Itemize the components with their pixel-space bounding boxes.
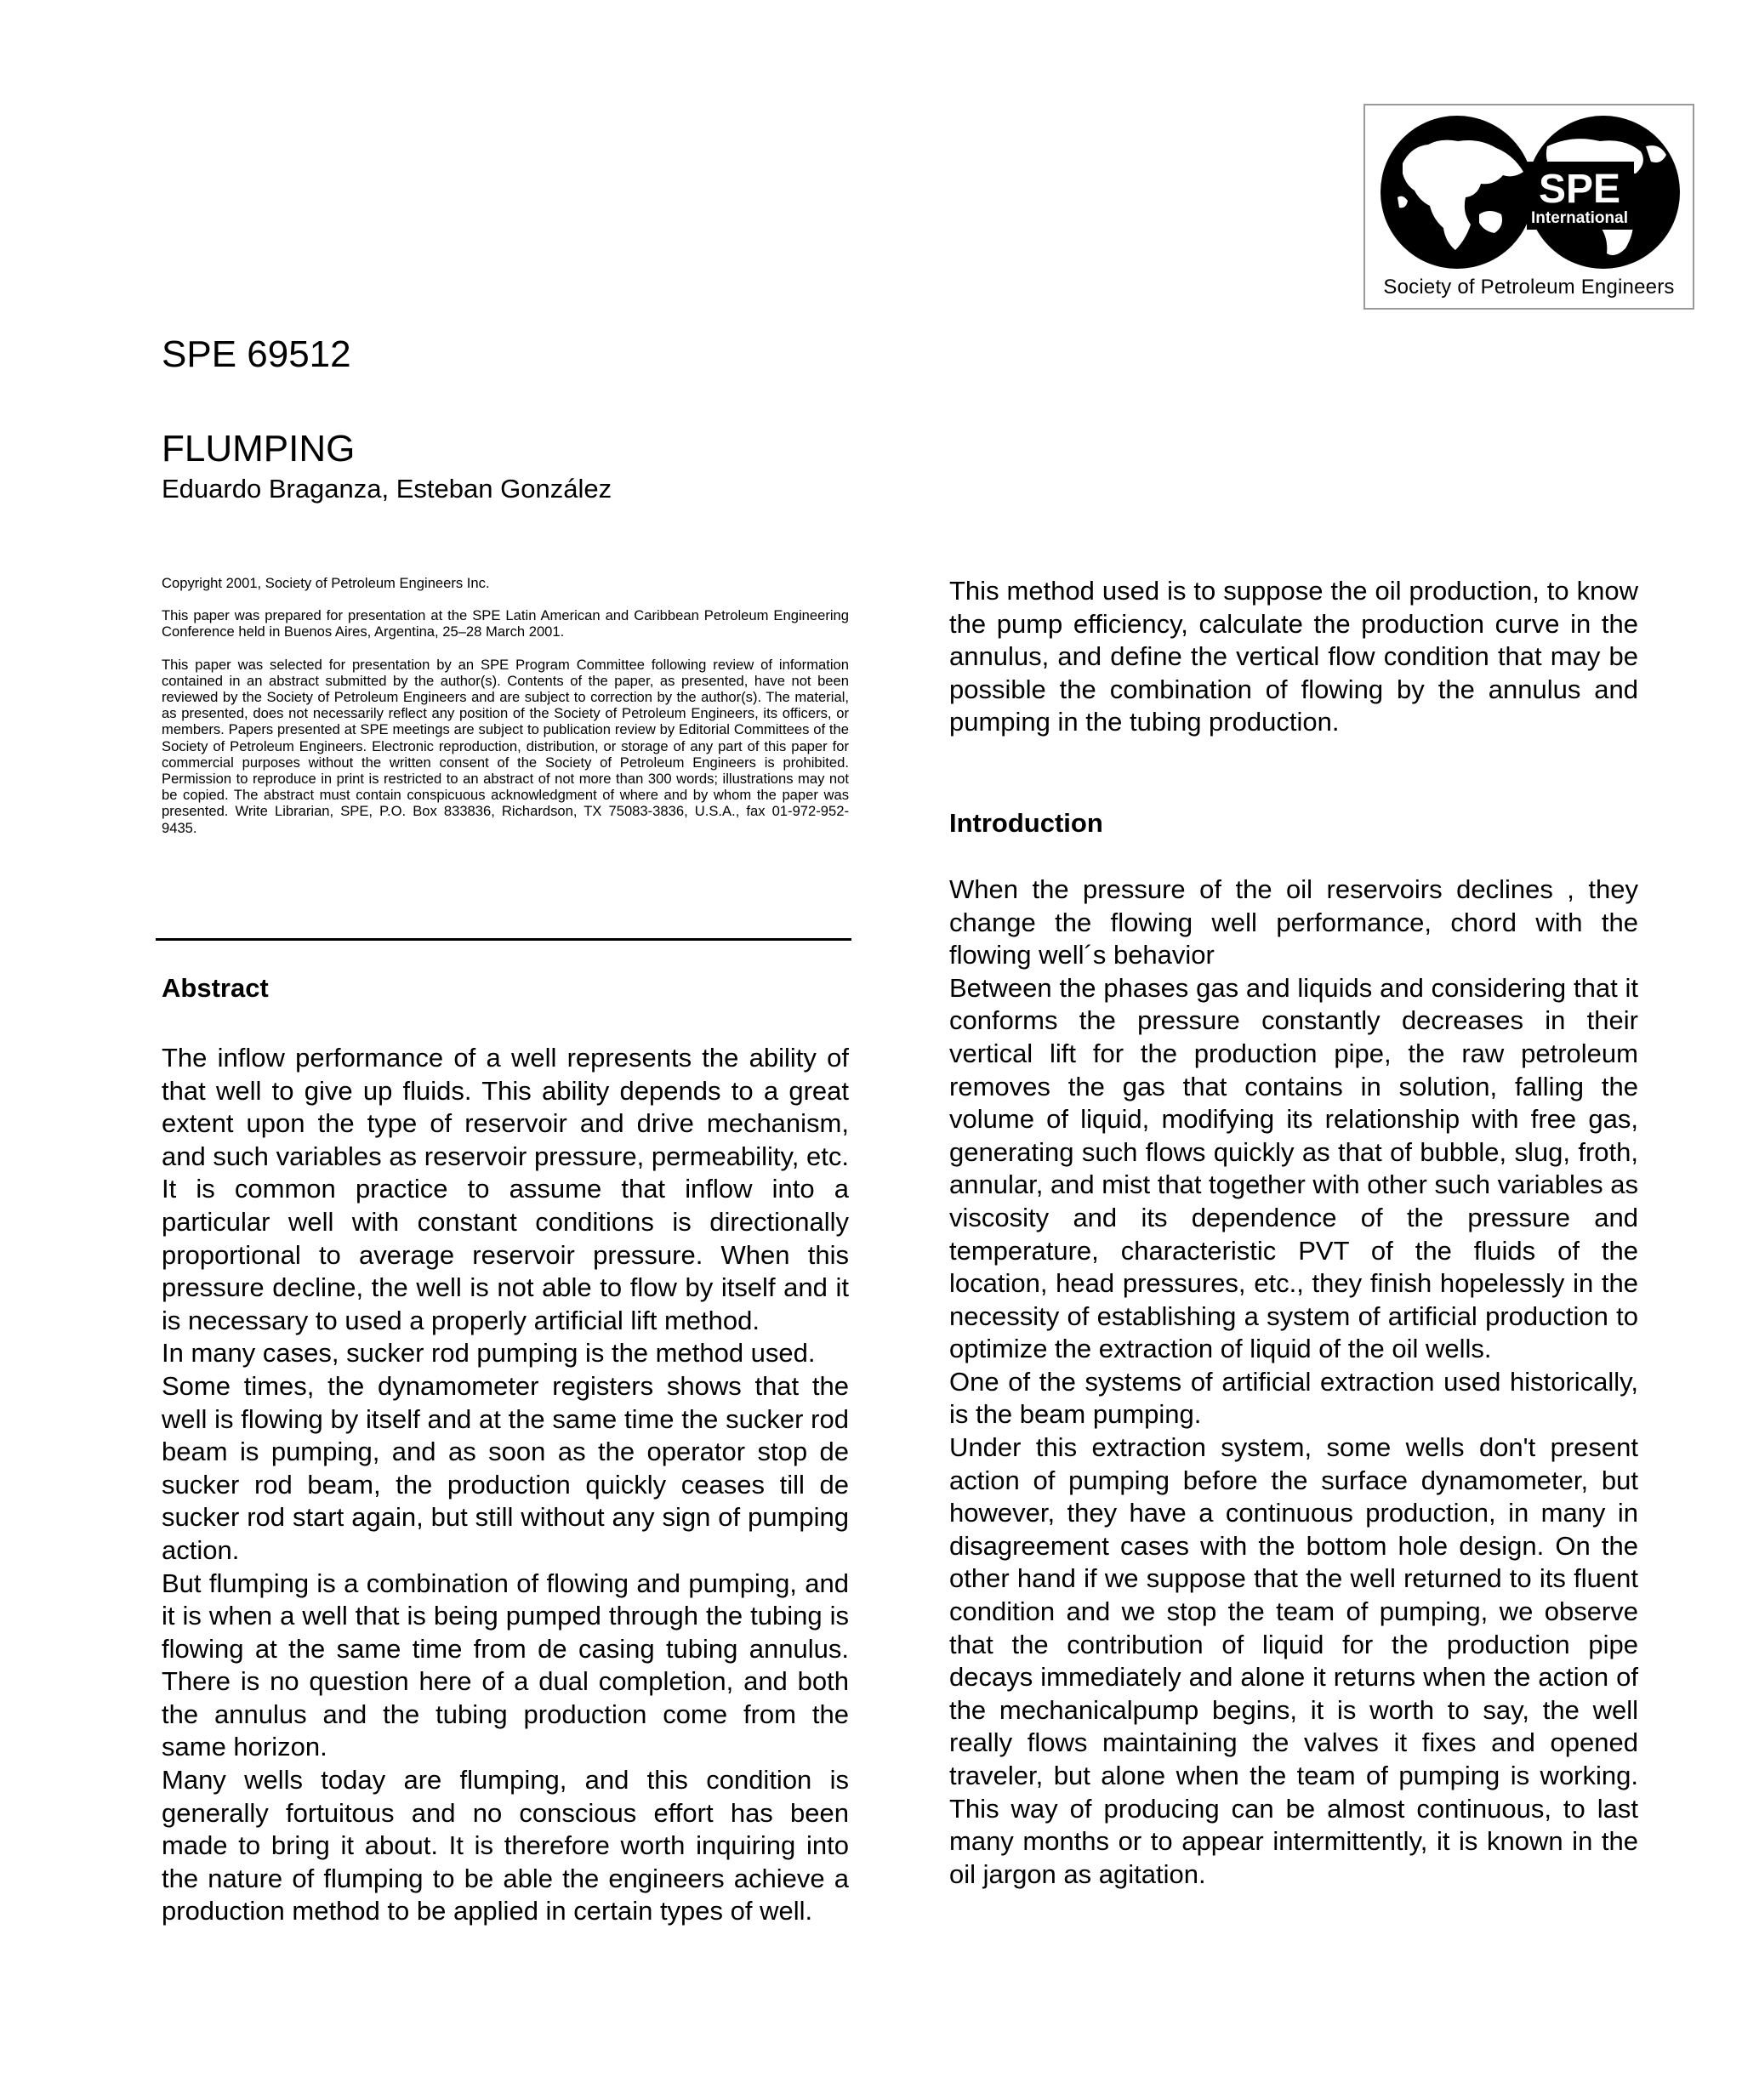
left-column-copyright: [162, 575, 849, 836]
spe-globe-logo-icon: [1377, 112, 1683, 272]
logo-wordmark: SPE: [1538, 167, 1621, 212]
method-text: This method used is to suppose the oil production, to know the pump efficiency, calculate the production curve in the annulus, and define the vertical flow condition that may be possible the combination of flowing by the annulus and pumping in the tubing production.: [949, 576, 1638, 737]
abstract-paragraph: Some times, the dynamometer registers shows that the well is flowing by itself and at the same time the sucker rod beam is pumping, and as soon as the operator stop de sucker rod beam, the production quickly ceases till de sucker rod start again, but still without any sign of pumping action.: [162, 1370, 849, 1565]
introduction-paragraph: One of the systems of artificial extraction used historically, is the beam pumping.: [949, 1366, 1638, 1430]
introduction-paragraph: Under this extraction system, some wells don't present action of pumping before the surface dynamometer, but however, they have a continuous production, in many in disagreement cases with the bottom hole design. On the other hand if we suppose that the well returned to its fluent condition and we stop the team of pumping, we observe that the contribution of liquid for the production pipe decays immediately and alone it returns when the action of the mechanicalpump begins, it is worth to say, the well really flows maintaining the valves it fixes and opened traveler, but alone when the team of pumping is working. This way of producing can be almost continuous, to last many months or to appear intermittently, it is known in the oil jargon as agitation.: [949, 1432, 1638, 1889]
method-paragraph: [949, 575, 1638, 739]
abstract-paragraph: Many wells today are flumping, and this condition is generally fortuitous and no conscious effort has been made to bring it about. It is therefore worth inquiring into the nature of flumping to be able the engineers achieve a production method to be applied in certain types of well.: [162, 1765, 849, 1926]
introduction-body: [949, 874, 1638, 1891]
introduction-heading: Introduction: [949, 807, 1103, 838]
abstract-paragraph: The inflow performance of a well represents the ability of that well to give up fluids. This ability depends to a great extent upon the type of reservoir and drive mechanism, and such variables as reservoir pressure, permeability, etc. It is common practice to assume that inflow into a particular well with constant conditions is directionally proportional to average reservoir pressure. When this pressure decline, the well is not able to flow by itself and it is necessary to used a properly artificial lift method.: [162, 1043, 849, 1335]
paper-title: FLUMPING: [162, 428, 356, 470]
right-column: [949, 575, 1638, 1891]
logo-subtitle: International: [1530, 209, 1629, 227]
abstract-body: [162, 1042, 849, 1928]
logo-caption: Society of Petroleum Engineers: [1383, 276, 1675, 299]
copyright-line: Copyright 2001, Society of Petroleum Engineers Inc.: [162, 575, 490, 591]
selection-notice: This paper was selected for presentation by an SPE Program Committee following review of information contained in an abstract submitted by the author(s). Contents of the paper, as presented, have not been reviewed by the Society of Petroleum Engineers and are subject to correction by the author(s). The material, as presented, does not necessarily reflect any position of the Society of Petroleum Engineers, its officers, or members. Papers presented at SPE meetings are subject to publication review by Editorial Committees of the Society of Petroleum Engineers. Electronic reproduction, distribution, or storage of any part of this paper for commercial purposes without the written consent of the Society of Petroleum Engineers is prohibited. Permission to reproduce in print is restricted to an abstract of not more than 300 words; illustrations may not be copied. The abstract must contain conspicuous acknowledgment of where and by whom the paper was presented. Write Librarian, SPE, P.O. Box 833836, Richardson, TX 75083-3836, U.S.A., fax 01-972-952-9435.: [162, 656, 849, 836]
abstract-heading: Abstract: [162, 973, 269, 1003]
copyright-divider: [156, 938, 851, 941]
abstract-paragraph: In many cases, sucker rod pumping is the method used.: [162, 1338, 816, 1369]
conference-notice: This paper was prepared for presentation at the SPE Latin American and Caribbean Petroleum Engineering Conference held in Buenos Aires, Argentina, 25–28 March 2001.: [162, 607, 849, 640]
abstract-section: [162, 972, 849, 1928]
copyright-block: [162, 575, 849, 836]
introduction-paragraph: When the pressure of the oil reservoirs declines , they change the flowing well performance, chord with the flowing well´s behavior: [949, 874, 1638, 970]
paper-number: SPE 69512: [162, 333, 351, 375]
introduction-paragraph: Between the phases gas and liquids and considering that it conforms the pressure constantly decreases in their vertical lift for the production pipe, the raw petroleum removes the gas that contains in solution, falling the volume of liquid, modifying its relationship with free gas, generating such flows quickly as that of bubble, slug, froth, annular, and mist that together with other such variables as viscosity and its dependence of the pressure and temperature, characteristic PVT of the fluids of the location, head pressures, etc., they finish hopelessly in the necessity of establishing a system of artificial production to optimize the extraction of liquid of the oil wells.: [949, 972, 1638, 1364]
paper-authors: Eduardo Braganza, Esteban González: [162, 474, 612, 504]
abstract-paragraph: But flumping is a combination of flowing and pumping, and it is when a well that is being pumped through the tubing is flowing at the same time from de casing tubing annulus. There is no question here of a dual completion, and both the annulus and the tubing production come from the same horizon.: [162, 1568, 849, 1762]
spe-logo: [1363, 104, 1694, 310]
